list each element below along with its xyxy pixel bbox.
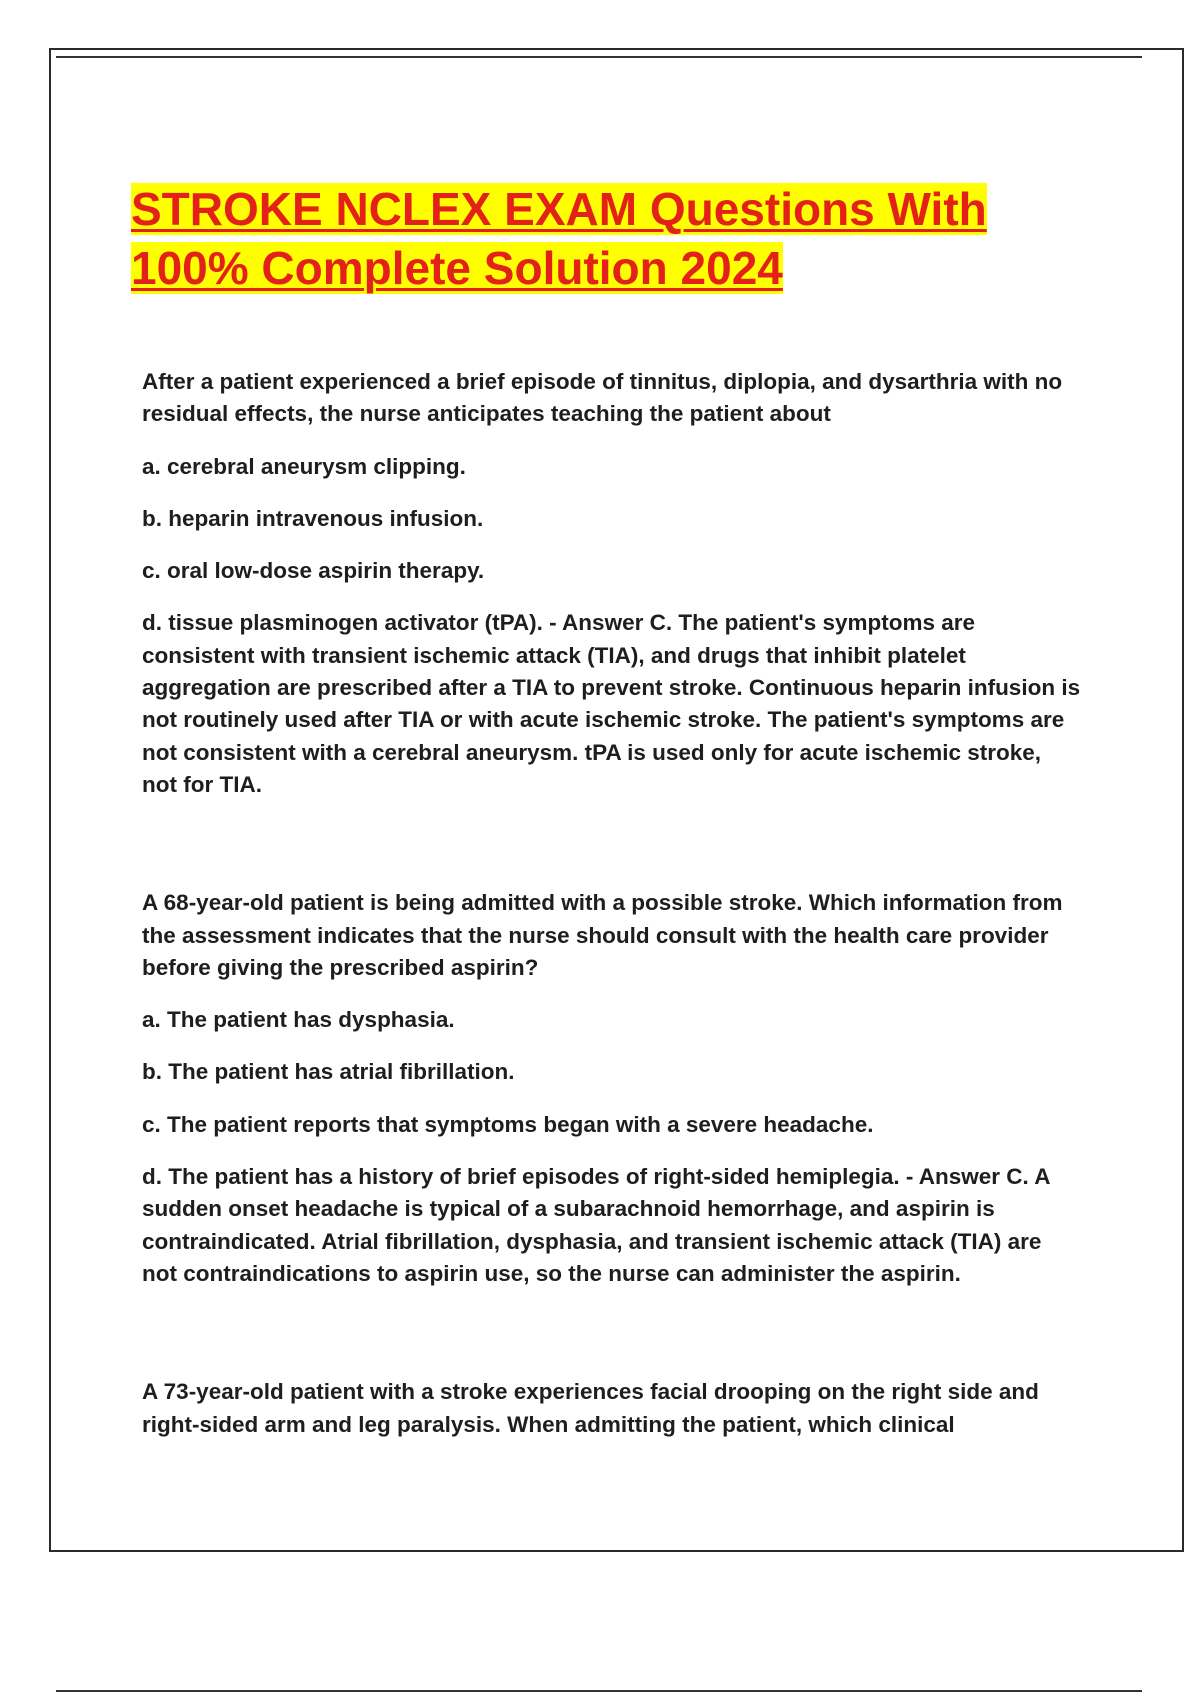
question-stem: A 68-year-old patient is being admitted with a possible stroke. Which information from the assessment indicates that the nurse should consult with the health care provider before giving the prescribed aspirin?	[142, 890, 1063, 980]
answer-option-d-with-rationale: d. tissue plasminogen activator (tPA). - Answer C. The patient's symptoms are consistent with transient ischemic attack (TIA), and drugs that inhibit platelet aggregation are prescribed after a TIA to prevent stroke. Continuous heparin infusion is not routinely used after TIA or with acute ischemic stroke. The patient's symptoms are not consistent with a cerebral aneurysm. tPA is used only for acute ischemic stroke, not for TIA.	[142, 610, 1081, 797]
question-spacer	[142, 1290, 1082, 1376]
question-stem: After a patient experienced a brief episode of tinnitus, diplopia, and dysarthria with no residual effects, the nurse anticipates teaching the patient about	[142, 369, 1063, 427]
answer-option-a: a. The patient has dysphasia.	[142, 1007, 455, 1033]
question-list	[142, 366, 1082, 1461]
question-2	[142, 887, 1082, 1290]
answer-option-b: b. The patient has atrial fibrillation.	[142, 1059, 515, 1085]
document-title-text: STROKE NCLEX EXAM Questions With 100% Complete Solution 2024	[131, 183, 987, 294]
answer-option-c: c. oral low-dose aspirin therapy.	[142, 558, 485, 584]
document-title	[131, 180, 1111, 298]
question-spacer	[142, 801, 1082, 887]
answer-option-c: c. The patient reports that symptoms began with a severe headache.	[142, 1111, 874, 1137]
question-3	[142, 1376, 1082, 1441]
answer-option-a: a. cerebral aneurysm clipping.	[142, 453, 466, 479]
question-stem: A 73-year-old patient with a stroke experiences facial drooping on the right side and right-sided arm and leg paralysis. When admitting the patient, which clinical	[142, 1379, 1039, 1437]
bottom-rule	[56, 1690, 1142, 1692]
answer-option-b: b. heparin intravenous infusion.	[142, 505, 484, 531]
question-1	[142, 366, 1082, 801]
answer-option-d-with-rationale: d. The patient has a history of brief episodes of right-sided hemiplegia. - Answer C. A sudden onset headache is typical of a subarachnoid hemorrhage, and aspirin is contraindicated. Atrial fibrillation, dysphasia, and transient ischemic attack (TIA) are not contraindications to aspirin use, so the nurse can administer the aspirin.	[142, 1164, 1050, 1286]
